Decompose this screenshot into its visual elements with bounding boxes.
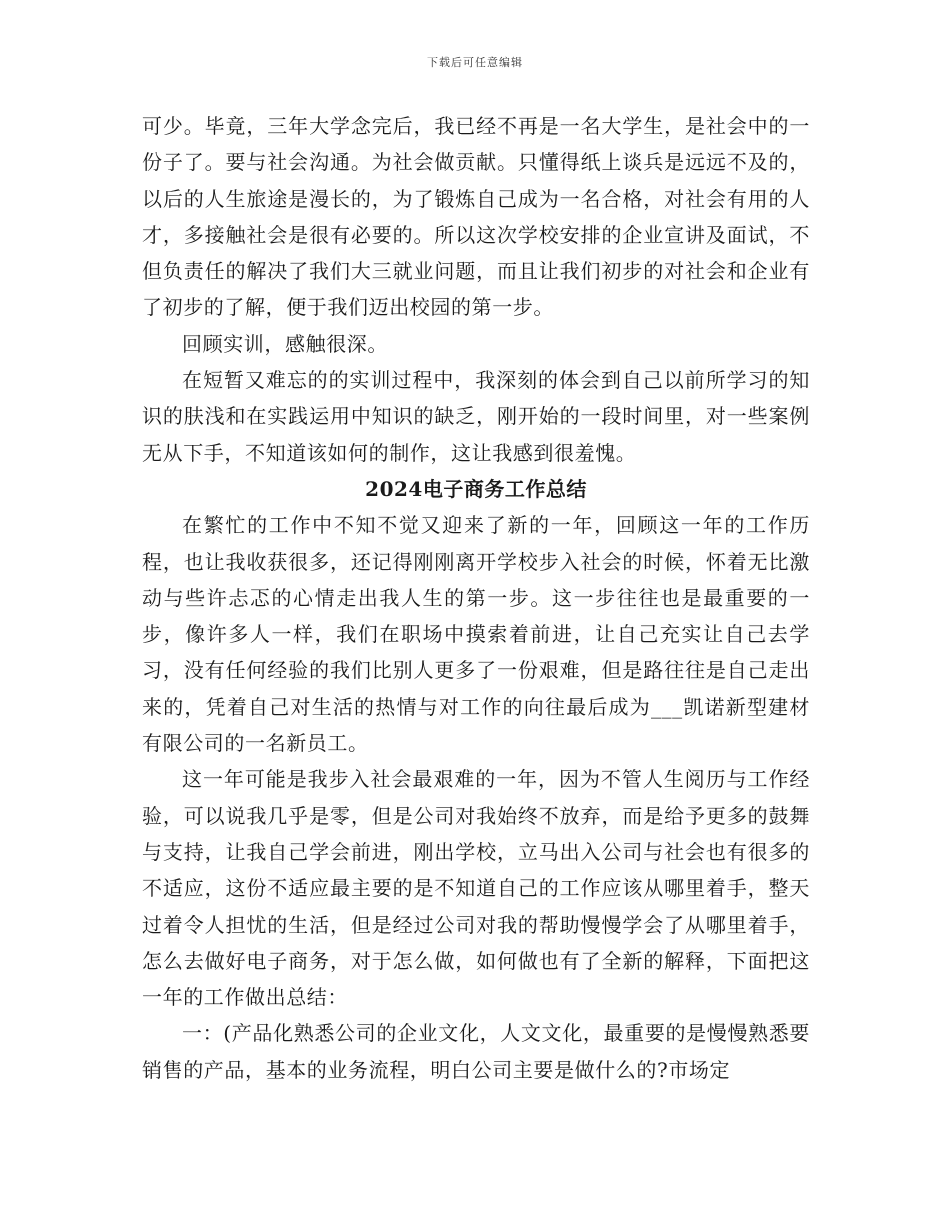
paragraph-item-one: 一：(产品化熟悉公司的企业文化，人文文化，最重要的是慢慢熟悉要销售的产品，基本的业务流程，明白公司主要是做什么的?市场定	[142, 1021, 810, 1082]
section-title: 2024电子商务工作总结	[365, 476, 587, 501]
paragraph-intro: 在繁忙的工作中不知不觉又迎来了新的一年，回顾这一年的工作历程，也让我收获很多，还记得刚刚离开学校步入社会的时候，怀着无比激动与些许忐忑的心情走出我人生的第一步。这一步往往也是最重要的一步，像许多人一样，我们在职场中摸索着前进，让自己充实让自己去学习，没有任何经验的我们比别人更多了一份艰难，但是路往往是自己走出来的，凭着自己对生活的热情与对工作的向往最后成为___凯诺新型建材有限公司的一名新员工。	[142, 513, 810, 756]
document-body	[142, 108, 810, 1088]
paragraph-training: 在短暂又难忘的的实训过程中，我深刻的体会到自己以前所学习的知识的肤浅和在实践运用中知识的缺乏，刚开始的一段时间里，对一些案例无从下手，不知道该如何的制作，这让我感到很羞愧。	[142, 368, 810, 465]
paragraph-year-review: 这一年可能是我步入社会最艰难的一年，因为不管人生阅历与工作经验，可以说我几乎是零，但是公司对我始终不放弃，而是给予更多的鼓舞与支持，让我自己学会前进，刚出学校，立马出入公司与社会也有很多的不适应，这份不适应最主要的是不知道自己的工作应该从哪里着手，整天过着令人担忧的生活，但是经过公司对我的帮助慢慢学会了从哪里着手，怎么去做好电子商务，对于怎么做，如何做也有了全新的解释，下面把这一年的工作做出总结：	[142, 767, 810, 1010]
paragraph-continuation: 可少。毕竟，三年大学念完后，我已经不再是一名大学生，是社会中的一份子了。要与社会沟通。为社会做贡献。只懂得纸上谈兵是远远不及的，以后的人生旅途是漫长的，为了锻炼自己成为一名合格，对社会有用的人才，多接触社会是很有必要的。所以这次学校安排的企业宣讲及面试，不但负责任的解决了我们大三就业问题，而且让我们初步的对社会和企业有了初步的了解，便于我们迈出校园的第一步。	[142, 114, 810, 320]
paragraph-review: 回顾实训，感触很深。	[182, 331, 388, 356]
page-header: 下载后可任意编辑	[427, 56, 523, 69]
